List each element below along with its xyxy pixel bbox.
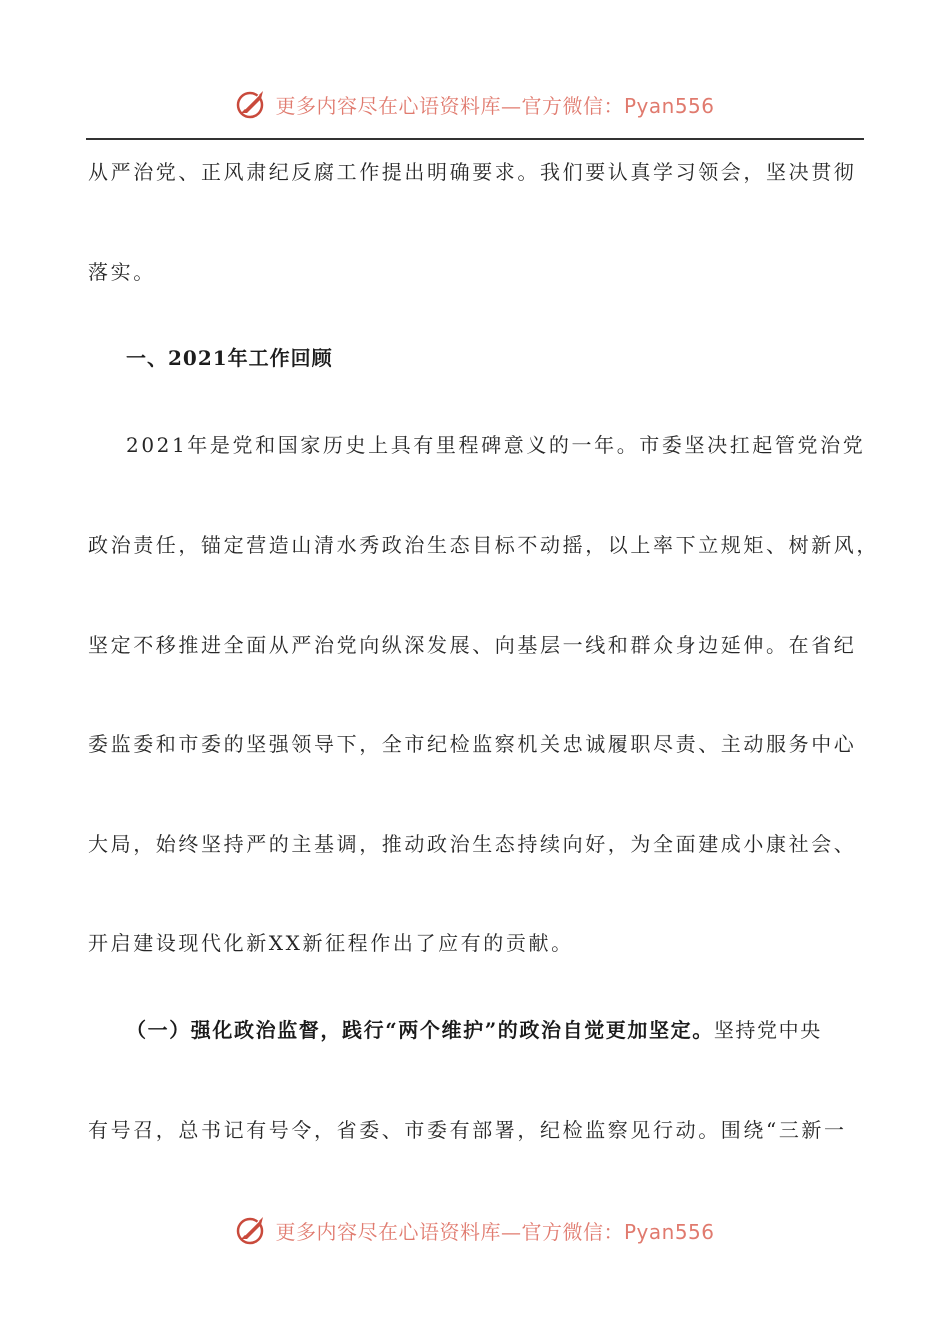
body-line: 从严治党、正风肃纪反腐工作提出明确要求。我们要认真学习领会，坚决贯彻 [88,160,857,184]
header-banner [0,84,950,124]
body-line: 落实。 [88,260,156,284]
paragraph-line: 开启建设现代化新XX新征程作出了应有的贡献。 [88,931,574,955]
paragraph-line: 坚定不移推进全面从严治党向纵深发展、向基层一线和群众身边延伸。在省纪 [88,633,857,657]
section-heading: 一、2021年工作回顾 [126,346,333,370]
subsection-rest: 坚持党中央 [713,1018,822,1042]
banner-text [275,90,714,119]
paragraph-line: 大局，始终坚持严的主基调，推动政治生态持续向好，为全面建成小康社会、 [88,832,857,856]
subsection-first-line [126,1015,916,1045]
paragraph-line: 2021年是党和国家历史上具有里程碑意义的一年。市委坚决扛起管党治党 [126,433,866,457]
banner-title: 更多内容尽在心语资料库—官方微信： [275,1219,624,1244]
footer-banner [0,1210,950,1250]
banner-handle: Pyan556 [623,93,715,118]
paragraph-line: 委监委和市委的坚强领导下，全市纪检监察机关忠诚履职尽责、主动服务中心 [88,732,857,756]
banner-text [275,1216,714,1245]
header-divider [86,138,864,140]
banner-title: 更多内容尽在心语资料库—官方微信： [275,93,624,118]
quill-logo-icon [235,1213,269,1247]
subsection-bold-lead: （一）强化政治监督，践行“两个维护”的政治自觉更加坚定。 [126,1018,714,1042]
banner-handle: Pyan556 [623,1219,715,1244]
quill-logo-icon [235,87,269,121]
paragraph-line: 政治责任，锚定营造山清水秀政治生态目标不动摇，以上率下立规矩、树新风， [88,533,879,557]
subsection-line: 有号召，总书记有号令，省委、市委有部署，纪检监察见行动。围绕“三新一 [88,1118,847,1142]
